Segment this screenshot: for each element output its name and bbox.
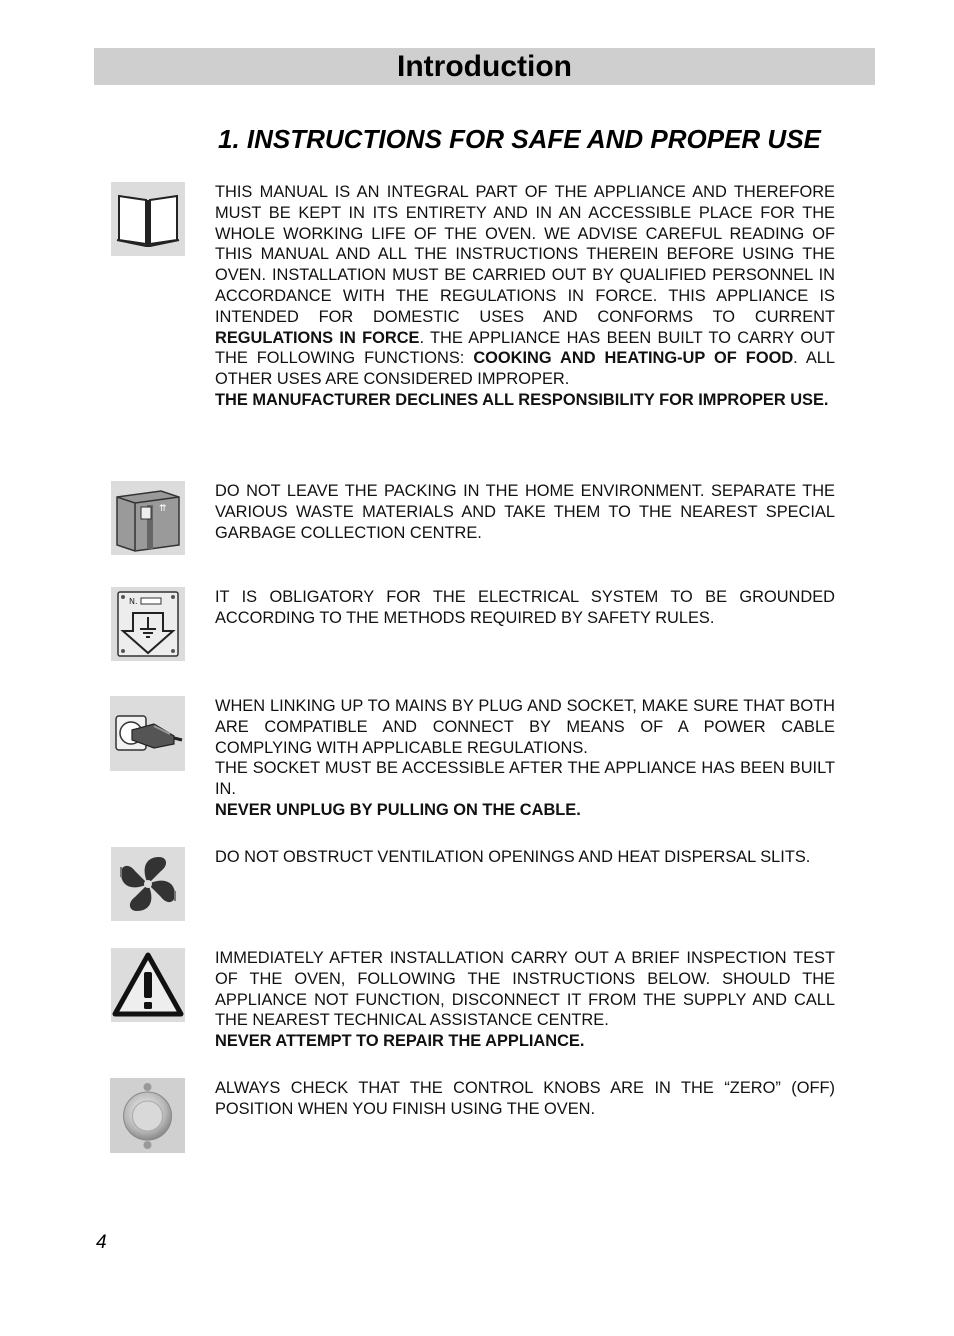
manual-paragraph xyxy=(215,182,835,411)
manual-disclaimer: THE MANUFACTURER DECLINES ALL RESPONSIBILITY FOR IMPROPER USE. xyxy=(215,390,829,409)
plug-text: WHEN LINKING UP TO MAINS BY PLUG AND SOCKET, MAKE SURE THAT BOTH ARE COMPATIBLE AND CONNECT BY MEANS OF A POWER CABLE COMPLYING WITH APPLICABLE REGULATIONS. xyxy=(215,697,835,757)
manual-text-2: . THE APPLIANCE HAS BEEN BUILT TO CARRY OUT THE FOLLOWING FUNCTIONS: xyxy=(215,328,835,368)
plug-socket-icon xyxy=(110,696,185,771)
ground-icon-label: N. xyxy=(129,597,138,606)
page-header-title: Introduction xyxy=(397,49,572,83)
packing-box-icon xyxy=(111,481,185,555)
manual-text-3: . ALL OTHER USES ARE CONSIDERED IMPROPER. xyxy=(215,349,835,389)
plug-text-2: THE SOCKET MUST BE ACCESSIBLE AFTER THE APPLIANCE HAS BEEN BUILT IN. xyxy=(215,759,835,799)
section-title: 1. INSTRUCTIONS FOR SAFE AND PROPER USE xyxy=(218,124,821,154)
packing-paragraph xyxy=(215,481,835,543)
plug-paragraph xyxy=(215,696,835,821)
manual-book-icon xyxy=(111,182,185,256)
inspection-paragraph xyxy=(215,948,835,1052)
manual-bold-2: COOKING AND HEATING-UP OF FOOD xyxy=(473,349,794,368)
manual-text-1: THIS MANUAL IS AN INTEGRAL PART OF THE APPLIANCE AND THEREFORE MUST BE KEPT IN ITS ENTIRETY AND IN AN ACCESSIBLE PLACE FOR THE WHOLE WORKING LIFE OF THE OVEN. WE ADVISE CAREFUL READING OF THIS MANUAL AND ALL THE INSTRUCTIONS THEREIN BEFORE USING THE OVEN. INSTALLATION MUST BE CARRIED OUT BY QUALIFIED PERSONNEL IN ACCORDANCE WITH THE REGULATIONS IN FORCE. THIS APPLIANCE IS INTENDED FOR DOMESTIC USES AND CONFORMS TO CURRENT xyxy=(215,183,835,326)
ventilation-paragraph xyxy=(215,847,835,868)
svg-text:⇈: ⇈ xyxy=(159,504,167,514)
plug-warning: NEVER UNPLUG BY PULLING ON THE CABLE. xyxy=(215,800,581,819)
page-number: 4 xyxy=(96,1232,107,1253)
grounding-text: IT IS OBLIGATORY FOR THE ELECTRICAL SYSTEM TO BE GROUNDED ACCORDING TO THE METHODS REQUIRED BY SAFETY RULES. xyxy=(215,588,835,627)
control-knob-icon xyxy=(110,1078,185,1153)
warning-triangle-icon xyxy=(111,948,185,1022)
page-header-banner xyxy=(94,48,875,85)
knob-text: ALWAYS CHECK THAT THE CONTROL KNOBS ARE IN THE “ZERO” (OFF) POSITION WHEN YOU FINISH USING THE OVEN. xyxy=(215,1079,835,1118)
ventilation-fan-icon xyxy=(111,847,185,921)
repair-warning: NEVER ATTEMPT TO REPAIR THE APPLIANCE. xyxy=(215,1032,585,1051)
manual-bold-1: REGULATIONS IN FORCE xyxy=(215,328,420,347)
packing-text: DO NOT LEAVE THE PACKING IN THE HOME ENVIRONMENT. SEPARATE THE VARIOUS WASTE MATERIALS AND TAKE THEM TO THE NEAREST SPECIAL GARBAGE COLLECTION CENTRE. xyxy=(215,482,835,542)
ground-symbol-icon xyxy=(111,587,185,661)
knob-paragraph xyxy=(215,1078,835,1120)
inspection-text: IMMEDIATELY AFTER INSTALLATION CARRY OUT A BRIEF INSPECTION TEST OF THE OVEN, FOLLOWING THE INSTRUCTIONS BELOW. SHOULD THE APPLIANCE NOT FUNCTION, DISCONNECT IT FROM THE SUPPLY AND CALL THE NEAREST TECHNICAL ASSISTANCE CENTRE. xyxy=(215,949,835,1030)
ventilation-text: DO NOT OBSTRUCT VENTILATION OPENINGS AND HEAT DISPERSAL SLITS. xyxy=(215,848,811,866)
grounding-paragraph xyxy=(215,587,835,629)
